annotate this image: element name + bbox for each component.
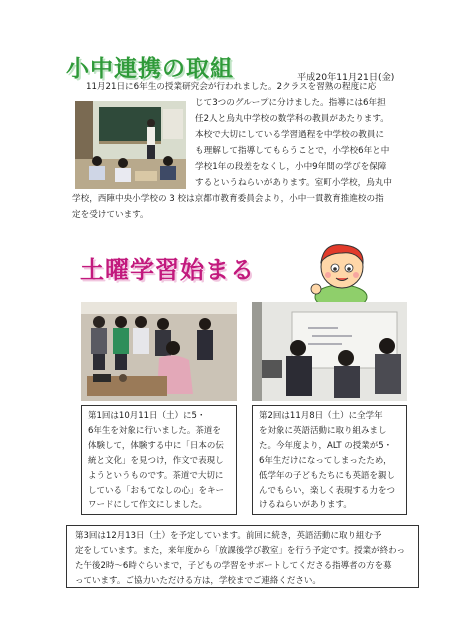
section1-line: 学校，西陣中央小学校の 3 校は京都市教育委員会より，小中一貫教育推進校の指 [72, 194, 384, 204]
third-session-line: っています。ご協力いただける方は，学校までご連絡ください。 [75, 575, 321, 586]
third-session-box [66, 525, 419, 588]
third-session-line: 定をしています。また，来年度から「放課後学び教室」を行う予定です。授業が終わっ [75, 545, 406, 556]
english-activity-photo [252, 302, 407, 401]
section1-line: 定を受けています。 [72, 210, 149, 220]
second-session-line: を対象に英語活動に取り組みまし [259, 425, 387, 436]
second-session-box [252, 405, 407, 515]
second-session-line: 6年生だけになってしまったため， [259, 455, 392, 466]
first-session-box [81, 405, 237, 515]
second-session-line: 第2回は11月8日（土）に全学年 [259, 411, 383, 421]
first-session-line: ようというものです。茶道で大切に [88, 470, 224, 481]
second-session-line: 低学年の子どもたちにも英語を親し [259, 470, 396, 481]
section1-line: じて3つのグループに分けました。指導には6年担 [195, 98, 386, 108]
section2-title: 土曜学習始まる [80, 256, 255, 284]
first-session-line: 統と文化」を見つけ，作文で表現し [88, 455, 224, 466]
section1-line: も理解して指導してもらうことで，小学校6年と中 [195, 146, 390, 156]
child-illustration [306, 237, 376, 307]
first-session-line: 体験して，体験する中に「日本の伝 [88, 440, 224, 451]
section1-title: 小中連携の取組 [66, 56, 234, 82]
section1-line: するというねらいがあります。室町小学校，烏丸中 [195, 178, 392, 188]
second-session-line: けるねらいがあります。 [259, 500, 352, 511]
third-session-line: た午後2時～6時ぐらいまで，子どもの学習をサポートしてくださる指導者の方を募 [75, 560, 392, 571]
third-session-line: 第3回は12月13日（土）を予定しています。前回に続き，英語活動に取り組む予 [75, 531, 382, 541]
section1-line: 任2人と烏丸中学校の数学科の教員があたります。 [195, 114, 389, 124]
classroom-photo [75, 101, 186, 189]
first-session-line: 6年生を対象に行いました。茶道を [88, 425, 221, 436]
section1-date: 平成20年11月21日(金) [297, 72, 395, 83]
first-session-line: している「おもてなしの心」をキー [88, 485, 225, 496]
first-session-line: 第1回は10月11日（土）に5・ [88, 411, 206, 421]
section1-line: 11月21日に6年生の授業研究会が行われました。2クラスを習熟の程度に応 [86, 82, 377, 92]
section1-line: 学校1年の段差をなくし，小中9年間の学びを保障 [195, 162, 387, 172]
second-session-line: んでもらい，楽しく表現する力をつ [259, 485, 396, 496]
tea-ceremony-photo [81, 302, 237, 401]
second-session-line: た。今年度より，ALT の授業が5・ [259, 440, 393, 451]
section1-line: 本校で大切にしている学習過程を中学校の教員に [195, 130, 385, 140]
first-session-line: ワードにして作文にしました。 [88, 500, 208, 511]
